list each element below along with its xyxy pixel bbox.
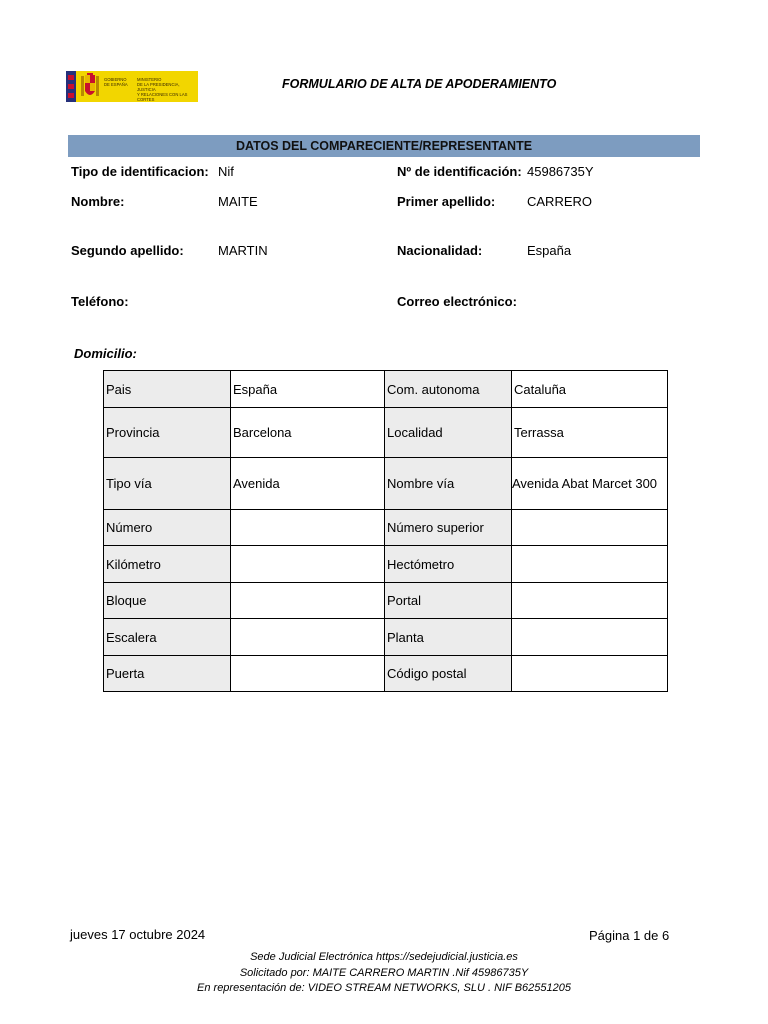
table-value-cell: Cataluña <box>512 371 668 408</box>
footer-sede-line: Sede Judicial Electrónica https://sedejudicial.justicia.es <box>250 951 518 963</box>
footer-representacion-line: En representación de: VIDEO STREAM NETWORKS, SLU . NIF B62551205 <box>197 982 571 994</box>
coat-of-arms-icon <box>80 73 100 100</box>
table-value-cell: Avenida <box>231 458 385 510</box>
table-label-cell: Tipo vía <box>104 458 231 510</box>
table-label-cell: Bloque <box>104 583 231 619</box>
table-label-cell: Hectómetro <box>385 546 512 583</box>
table-value-cell <box>512 619 668 656</box>
table-value-cell: Terrassa <box>512 408 668 458</box>
logo-ministry-text: MINISTERIO DE LA PRESIDENCIA, JUSTICIA Y RELACIONES CON LAS CORTES <box>137 77 188 102</box>
footer-solicitado-line: Solicitado por: MAITE CARRERO MARTIN .Nif 45986735Y <box>239 967 529 979</box>
nacionalidad-label: Nacionalidad: <box>397 243 483 258</box>
table-value-cell: Avenida Abat Marcet 300 <box>512 458 668 510</box>
table-value-cell <box>512 546 668 583</box>
table-value-cell <box>231 656 385 692</box>
table-value-cell <box>231 583 385 619</box>
table-label-cell: Localidad <box>385 408 512 458</box>
table-row <box>104 546 668 583</box>
table-row <box>104 510 668 546</box>
table-value-cell <box>231 510 385 546</box>
table-value-cell <box>512 583 668 619</box>
table-row <box>104 408 668 458</box>
table-label-cell: Planta <box>385 619 512 656</box>
table-label-cell: Kilómetro <box>104 546 231 583</box>
document-title: FORMULARIO DE ALTA DE APODERAMIENTO <box>282 77 557 91</box>
table-label-cell: Nombre vía <box>385 458 512 510</box>
tipo-identificacion-label: Tipo de identificacion: <box>71 164 209 179</box>
domicilio-table <box>103 370 668 692</box>
table-row <box>104 583 668 619</box>
logo-government-text: GOBIERNO DE ESPAÑA <box>104 77 128 87</box>
table-label-cell: Escalera <box>104 619 231 656</box>
government-logo <box>66 71 198 102</box>
primer-apellido-label: Primer apellido: <box>397 194 496 209</box>
table-label-cell: Número <box>104 510 231 546</box>
table-value-cell: Barcelona <box>231 408 385 458</box>
table-value-cell <box>231 619 385 656</box>
flag-icon <box>66 71 76 102</box>
table-value-cell <box>231 546 385 583</box>
table-label-cell: Puerta <box>104 656 231 692</box>
segundo-apellido-label: Segundo apellido: <box>71 243 184 258</box>
section-header <box>68 135 700 157</box>
table-row <box>104 371 668 408</box>
footer-date: jueves 17 octubre 2024 <box>70 927 206 942</box>
table-label-cell: Número superior <box>385 510 512 546</box>
segundo-apellido-value: MARTIN <box>218 243 268 258</box>
table-row <box>104 619 668 656</box>
numero-identificacion-value: 45986735Y <box>527 164 594 179</box>
primer-apellido-value: CARRERO <box>527 194 593 209</box>
section-title: DATOS DEL COMPARECIENTE/REPRESENTANTE <box>235 139 533 153</box>
table-value-cell: España <box>231 371 385 408</box>
table-value-cell <box>512 510 668 546</box>
table-value-cell <box>512 656 668 692</box>
table-label-cell: Código postal <box>385 656 512 692</box>
numero-identificacion-label: Nº de identificación: <box>397 164 522 179</box>
table-label-cell: Portal <box>385 583 512 619</box>
tipo-identificacion-value: Nif <box>218 164 234 179</box>
page-number: Página 1 de 6 <box>589 928 670 943</box>
table-row <box>104 458 668 510</box>
table-label-cell: Com. autonoma <box>385 371 512 408</box>
nombre-value: MAITE <box>218 194 258 209</box>
nacionalidad-value: España <box>527 243 572 258</box>
table-row <box>104 656 668 692</box>
table-label-cell: Provincia <box>104 408 231 458</box>
nombre-label: Nombre: <box>71 194 125 209</box>
telefono-label: Teléfono: <box>71 294 129 309</box>
table-label-cell: Pais <box>104 371 231 408</box>
correo-label: Correo electrónico: <box>397 294 517 309</box>
domicilio-label: Domicilio: <box>74 346 137 361</box>
